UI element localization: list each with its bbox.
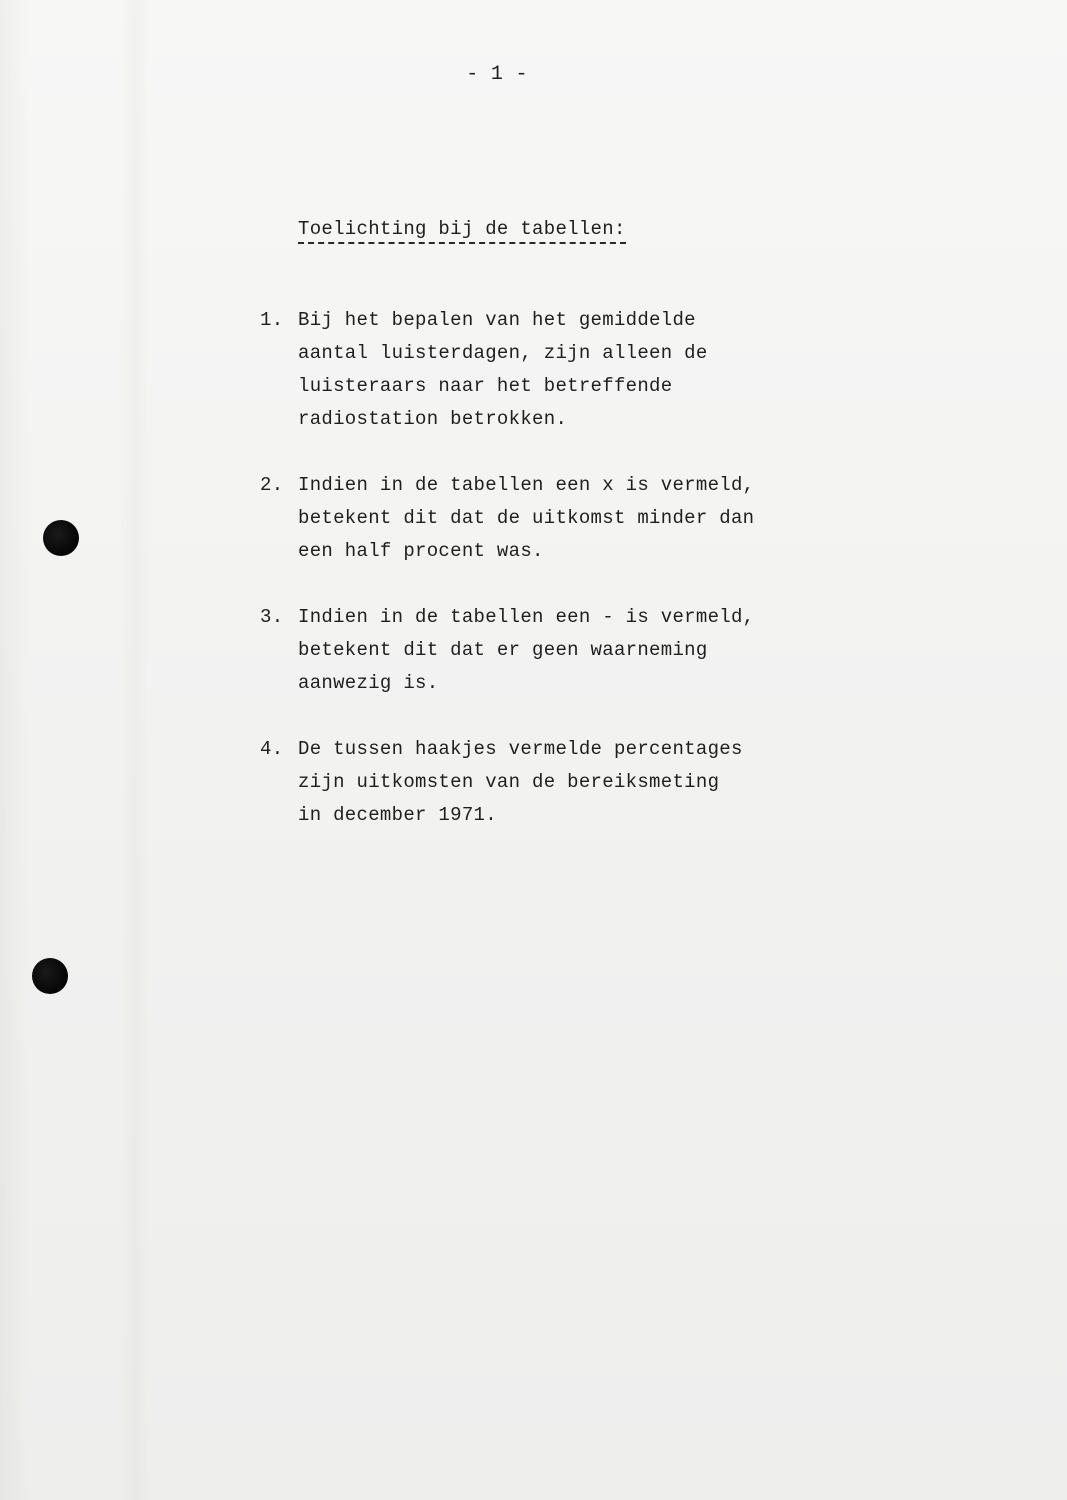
item-text [298, 469, 820, 568]
item-line: aantal luisterdagen, zijn alleen de [298, 342, 708, 364]
item-text [298, 733, 820, 832]
item-line: De tussen haakjes vermelde percentages [298, 738, 743, 760]
item-number: 3. [260, 606, 284, 628]
item-number: 4. [260, 738, 284, 760]
item-line: Bij het bepalen van het gemiddelde [298, 309, 696, 331]
page-number: - 1 - [466, 63, 528, 86]
item-line: luisteraars naar het betreffende [298, 375, 673, 397]
item-line: aanwezig is. [298, 672, 439, 694]
punch-hole [43, 520, 79, 556]
item-number: 2. [260, 474, 284, 496]
list-item [260, 601, 820, 700]
item-line: betekent dit dat er geen waarneming [298, 639, 708, 661]
item-line: radiostation betrokken. [298, 408, 568, 430]
item-text [298, 304, 820, 436]
item-line: in december 1971. [298, 804, 497, 826]
section-heading: Toelichting bij de tabellen: [298, 218, 626, 244]
punch-hole [32, 958, 68, 994]
item-text [298, 601, 820, 700]
explanation-list [260, 304, 820, 865]
item-number: 1. [260, 309, 284, 331]
item-line: een half procent was. [298, 540, 544, 562]
item-line: Indien in de tabellen een x is vermeld, [298, 474, 755, 496]
item-line: betekent dit dat de uitkomst minder dan [298, 507, 755, 529]
item-line: zijn uitkomsten van de bereiksmeting [298, 771, 720, 793]
list-item [260, 733, 820, 832]
list-item [260, 469, 820, 568]
list-item [260, 304, 820, 436]
item-line: Indien in de tabellen een - is vermeld, [298, 606, 755, 628]
